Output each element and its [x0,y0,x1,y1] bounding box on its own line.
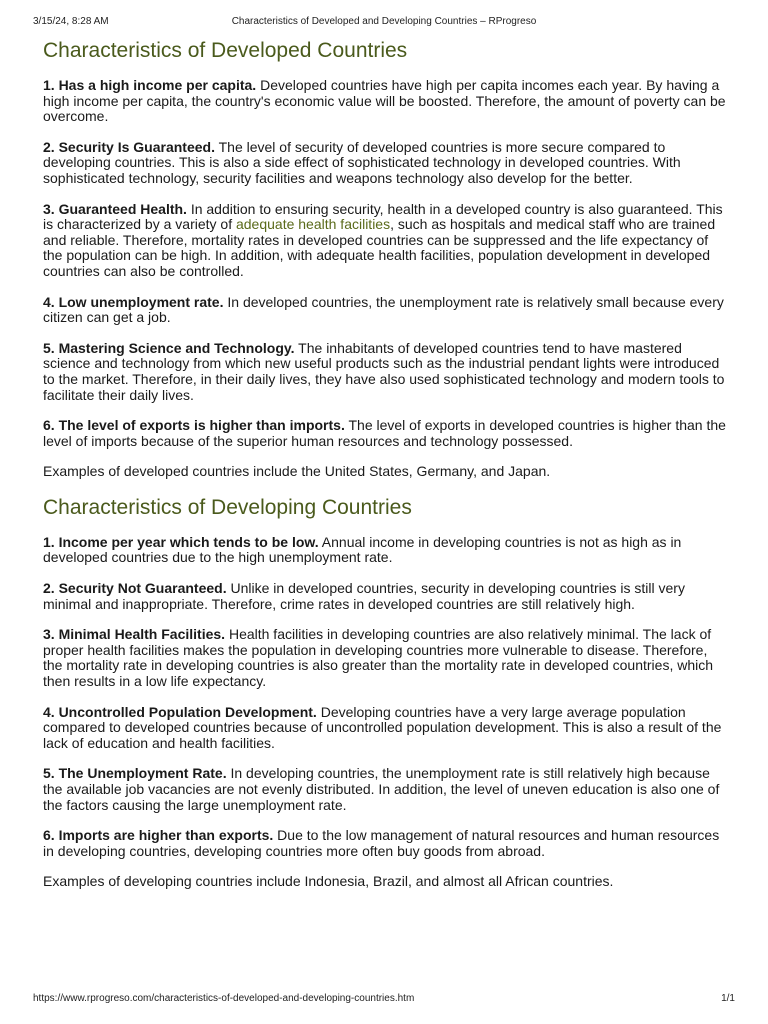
developing-examples: Examples of developing countries include Indonesia, Brazil, and almost all African countries. [43,873,614,890]
item-text: In developing countries, the unemployment rate is still relatively high because the available job vacancies are not evenly distributed. In addition, the level of uneven education is also one of the factors causing the large unemployment rate. [43,765,720,813]
developed-item-2 [43,140,729,187]
adequate-health-facilities-link[interactable]: adequate health facilities [235,216,391,233]
item-text: Due to the low management of natural resources and human resources in developing countries, developing countries more often buy goods from abroad. [43,827,720,859]
item-heading: 3. Guaranteed Health. [43,200,187,217]
developing-item-4 [43,705,729,752]
item-heading: 4. Low unemployment rate. [43,293,224,310]
developed-examples: Examples of developed countries include the United States, Germany, and Japan. [43,463,551,480]
item-text: Developing countries have a very large average population compared to developed countries because of uncontrolled population development. This is also a result of the lack of education and health facilities. [43,703,722,751]
item-heading: 2. Security Not Guaranteed. [43,580,227,597]
item-heading: 3. Minimal Health Facilities. [43,626,226,643]
item-heading: 4. Uncontrolled Population Development. [43,703,317,720]
developing-item-5 [43,766,729,813]
developed-item-1 [43,78,729,125]
item-heading: 5. Mastering Science and Technology. [43,339,295,356]
item-heading: 6. Imports are higher than exports. [43,827,274,844]
developed-item-4 [43,295,729,326]
item-text: In addition to ensuring security, health in a developed country is also guaranteed. This is characterized by a variety of [43,200,723,233]
developed-item-3 [43,202,729,280]
print-header [33,16,735,30]
developing-item-2 [43,581,729,612]
item-text: Developed countries have high per capita incomes each year. By having a high income per capita, the country's economic value will be boosted. Therefore, the amount of poverty can be overcome. [43,77,726,125]
item-text: In developed countries, the unemployment rate is relatively small because every citizen can get a job. [43,293,724,326]
item-heading: 2. Security Is Guaranteed. [43,138,215,155]
item-heading: 1. Income per year which tends to be low. [43,533,319,550]
print-datetime: 3/15/24, 8:28 AM [33,16,109,27]
item-text: Annual income in developing countries is not as high as in developed countries due to the high unemployment rate. [43,533,682,566]
item-heading: 1. Has a high income per capita. [43,77,257,93]
developing-item-3 [43,627,729,689]
item-text: The inhabitants of developed countries tend to have mastered science and technology from which new useful products such as the industrial pendant lights were introduced to the market. Therefore, in their daily lives, they have also used sophisticated technology and modern tools to facilitate their daily lives. [43,339,725,403]
item-text: Unlike in developed countries, security in developing countries is still very minimal and inappropriate. Therefore, crime rates in developed countries are still relatively high. [43,580,685,612]
item-heading: 5. The Unemployment Rate. [43,765,227,782]
print-url: https://www.rprogreso.com/characteristics-of-developed-and-developing-countries.htm [33,993,415,1004]
developed-item-6 [43,418,729,449]
item-text: The level of exports in developed countries is higher than the level of imports because of the superior human resources and technology possessed. [43,417,726,449]
developing-item-1 [43,535,729,566]
developing-item-6 [43,828,729,859]
print-page-title: Characteristics of Developed and Developing Countries – RProgreso [231,16,537,27]
developing-section-title: Characteristics of Developing Countries [43,495,412,519]
item-text: , such as hospitals and medical staff who are trained and reliable. Therefore, mortality rates in developed countries can be suppressed and the life expectancy of the population can be high. In addition, with adequate health facilities, population development in developed countries can also be controlled. [43,216,716,279]
item-text: Health facilities in developing countries are also relatively minimal. The lack of proper health facilities makes the population in developing countries more vulnerable to disease. Therefore, the mortality rate in developing countries is also greater than the mortality rate in developed countries, which then results in a low life expectancy. [43,626,714,690]
developed-section-title: Characteristics of Developed Countries [43,39,408,62]
article-content [43,38,729,905]
item-heading: 6. The level of exports is higher than imports. [43,417,345,434]
print-page-number: 1/1 [721,993,735,1004]
developed-item-5 [43,341,729,403]
print-footer [33,993,735,1007]
item-text: The level of security of developed countries is more secure compared to developing countries. This is also a side effect of sophisticated technology in developed countries. With sophisticated technology, security facilities and weapons technology also develop for the better. [43,138,681,186]
